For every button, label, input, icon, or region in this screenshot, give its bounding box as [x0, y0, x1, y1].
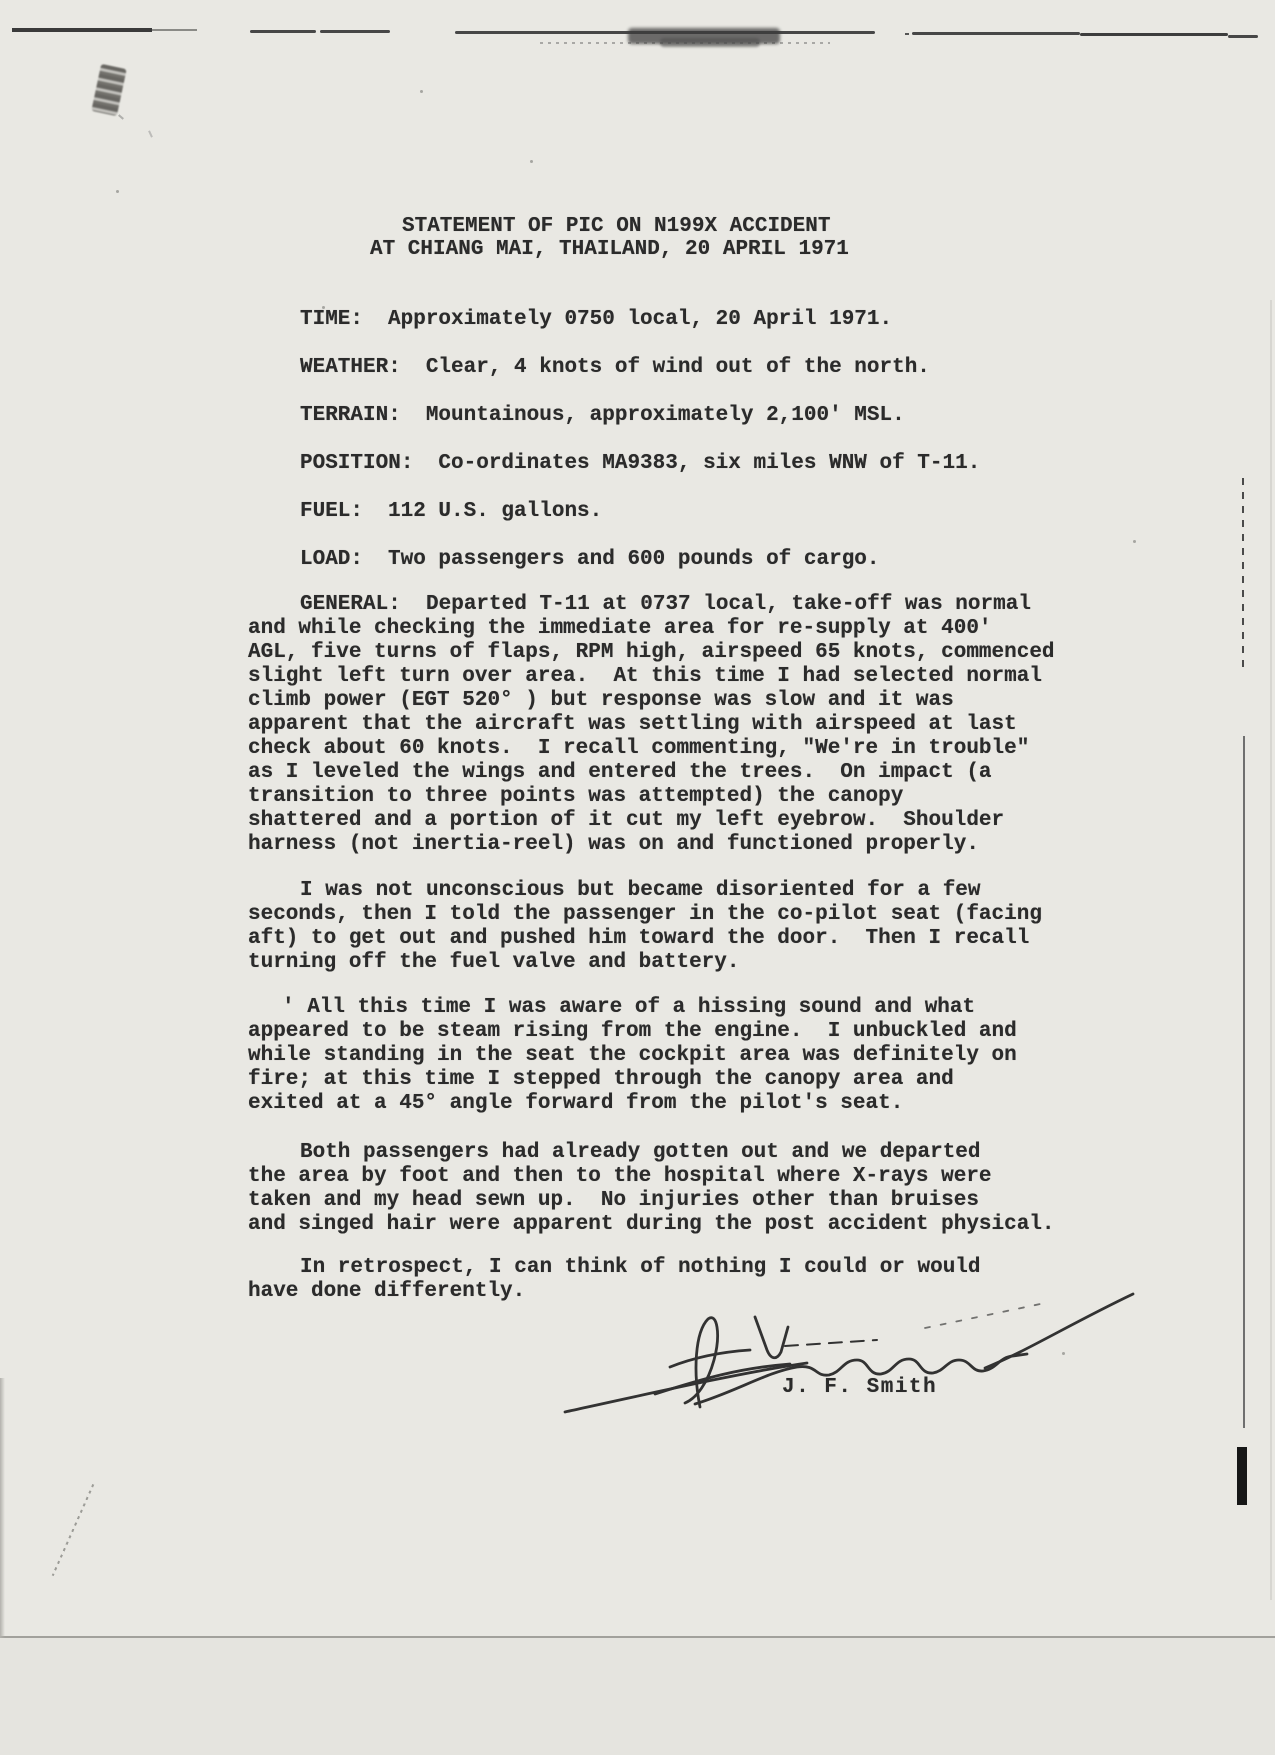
field-label: LOAD: — [300, 548, 364, 571]
paragraph-line: Both passengers had already gotten out and we departed — [300, 1141, 981, 1164]
scan-artifact-bar — [1237, 1447, 1247, 1505]
scanner-background — [0, 1638, 1275, 1755]
field-row-position — [300, 452, 980, 476]
paragraph-line: apparent that the aircraft was settling with airspeed at last — [248, 713, 1017, 736]
page-edge — [0, 1378, 5, 1638]
field-row-fuel — [300, 500, 980, 524]
scan-artifact-smudge — [91, 64, 126, 116]
scan-artifact-line — [250, 30, 316, 33]
scan-artifact-line — [1228, 35, 1258, 38]
scan-artifact-line — [912, 32, 1080, 35]
paragraph-line: slight left turn over area. At this time I had selected normal — [248, 665, 1042, 688]
scan-artifact-line — [320, 30, 390, 33]
paragraph-line: while standing in the seat the cockpit area was definitely on — [248, 1044, 1017, 1067]
scan-artifact-speck — [1133, 540, 1136, 543]
field-list — [300, 308, 980, 596]
paragraph-line: harness (not inertia-reel) was on and functioned properly. — [248, 833, 979, 856]
page-edge — [0, 1636, 1275, 1638]
field-value: Approximately 0750 local, 20 April 1971. — [388, 308, 893, 331]
scan-artifact-mark — [148, 130, 153, 137]
scan-artifact-smudge — [660, 38, 760, 47]
paragraph-line: and while checking the immediate area for re-supply at 400' — [248, 617, 992, 640]
paragraph-line: exited at a 45° angle forward from the pilot's seat. — [248, 1092, 904, 1115]
page-edge — [1270, 300, 1272, 1600]
paragraph-line: transition to three points was attempted) the canopy — [248, 785, 904, 808]
paragraph-line: appeared to be steam rising from the engine. I unbuckled and — [248, 1020, 1017, 1043]
paragraph-line: I was not unconscious but became disoriented for a few — [300, 879, 981, 902]
scan-artifact-line — [1243, 736, 1245, 1428]
paragraph-3 — [248, 996, 1017, 1116]
field-label: WEATHER: — [300, 356, 401, 379]
paragraph-general — [248, 593, 1055, 857]
document-title-line-2: AT CHIANG MAI, THAILAND, 20 APRIL 1971 — [370, 238, 849, 261]
scan-artifact-speck — [420, 90, 423, 93]
paragraph-line: climb power (EGT 520° ) but response was slow and it was — [248, 689, 954, 712]
scan-artifact-mark — [118, 114, 124, 119]
paragraph-line: shattered and a portion of it cut my left eyebrow. Shoulder — [248, 809, 1005, 832]
document-title-line-1: STATEMENT OF PIC ON N199X ACCIDENT — [402, 215, 831, 238]
field-value: 112 U.S. gallons. — [388, 500, 603, 523]
paragraph-line: fire; at this time I stepped through the canopy area and — [248, 1068, 954, 1091]
field-label: POSITION: — [300, 452, 414, 475]
signature — [545, 1272, 1145, 1432]
field-row-weather — [300, 356, 980, 380]
scan-artifact-speck — [116, 190, 119, 193]
scan-artifact-line — [152, 29, 197, 31]
scan-artifact-line — [1080, 33, 1228, 36]
field-value: Mountainous, approximately 2,100' MSL. — [425, 404, 905, 427]
paragraph-line: and singed hair were apparent during the post accident physical. — [248, 1213, 1055, 1236]
paragraph-line: AGL, five turns of flaps, RPM high, airspeed 65 knots, commenced — [248, 641, 1055, 664]
field-value: Two passengers and 600 pounds of cargo. — [388, 548, 880, 571]
paragraph-line: have done differently. — [248, 1280, 526, 1303]
scan-artifact-dashed-line — [1242, 478, 1244, 668]
field-label: FUEL: — [300, 500, 364, 523]
field-label: TIME: — [300, 308, 364, 331]
paragraph-line: as I leveled the wings and entered the trees. On impact (a — [248, 761, 992, 784]
paragraph-line: aft) to get out and pushed him toward the door. Then I recall — [248, 927, 1030, 950]
paragraph-line: taken and my head sewn up. No injuries other than bruises — [248, 1189, 979, 1212]
paragraph-line: In retrospect, I can think of nothing I could or would — [300, 1256, 981, 1279]
field-value: Co-ordinates MA9383, six miles WNW of T-11. — [438, 452, 981, 475]
field-row-time — [300, 308, 980, 332]
paragraph-line: turning off the fuel valve and battery. — [248, 951, 740, 974]
paragraph-line: seconds, then I told the passenger in the co-pilot seat (facing — [248, 903, 1042, 926]
paragraph-line: check about 60 knots. I recall commenting, "We're in trouble" — [248, 737, 1030, 760]
scan-artifact-speck — [530, 160, 533, 163]
paragraph-2 — [248, 879, 1042, 975]
paragraph-line: GENERAL: Departed T-11 at 0737 local, take-off was normal — [300, 593, 1031, 616]
paragraph-line: ' All this time I was aware of a hissing sound and what — [282, 996, 976, 1019]
signature-typed-name: J. F. Smith — [782, 1376, 938, 1399]
field-value: Clear, 4 knots of wind out of the north. — [425, 356, 930, 379]
paragraph-4 — [248, 1141, 1055, 1237]
scan-artifact-mark — [52, 1484, 95, 1576]
scan-artifact-line — [12, 28, 152, 32]
field-row-terrain — [300, 404, 980, 428]
field-row-load — [300, 548, 980, 572]
paragraph-line: the area by foot and then to the hospital where X-rays were — [248, 1165, 992, 1188]
field-label: TERRAIN: — [300, 404, 401, 427]
